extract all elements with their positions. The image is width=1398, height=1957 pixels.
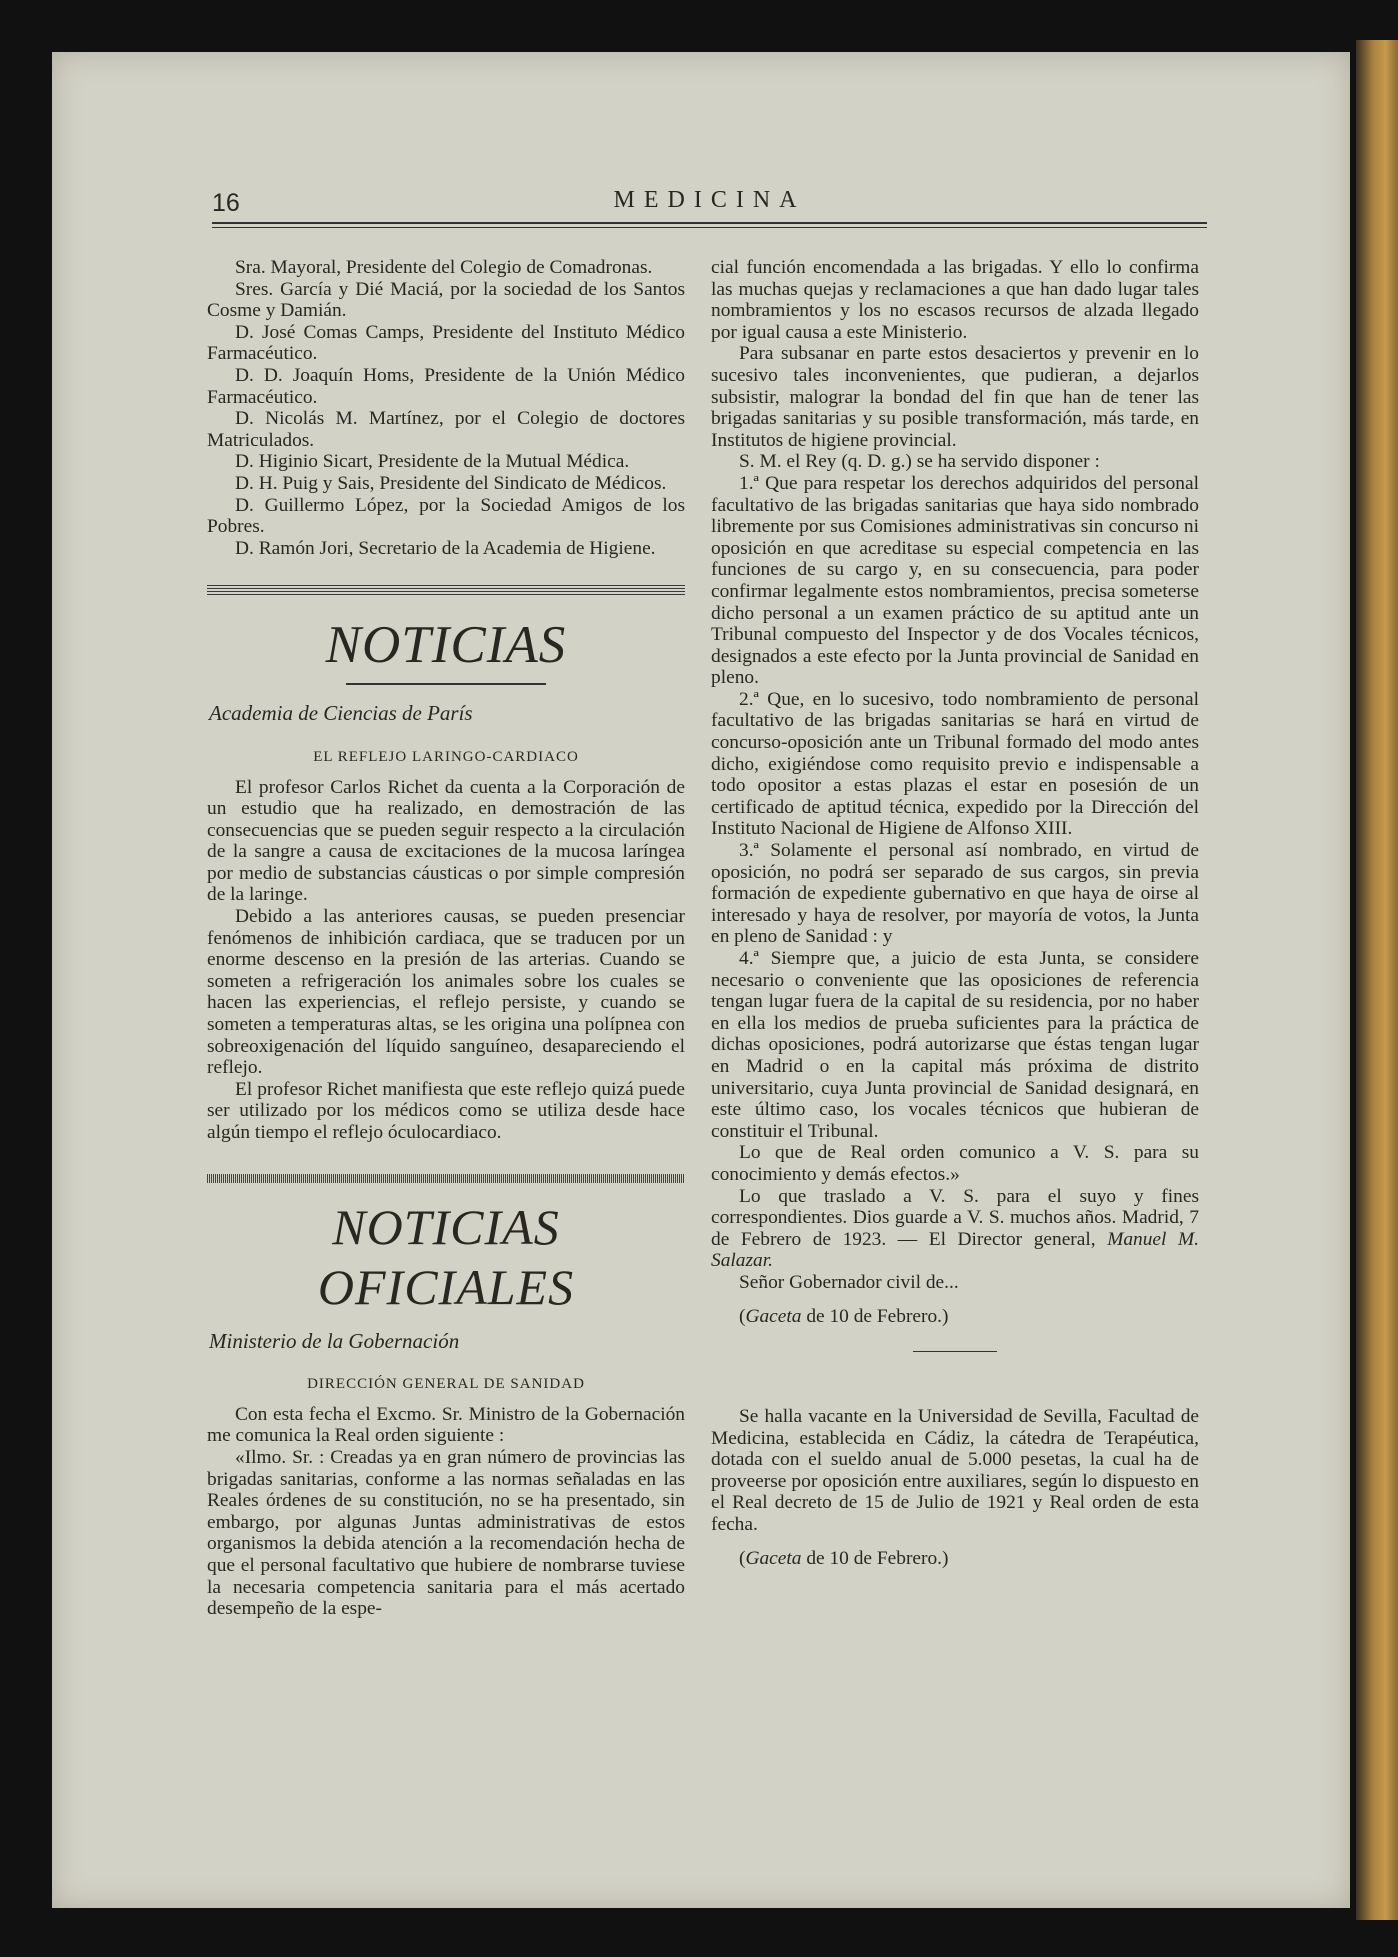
article-paragraph: Para subsanar en parte estos desaciertos y prevenir en lo sucesivo tales inconvenientes, que pudieran, a dejarlos subsistir, malograr la bondad del fin que han de tener las brigadas sanitarias y su posible transformación, más tarde, en Institutos de higiene provincial. xyxy=(711,343,1199,451)
attendee-entry: Sres. García y Dié Maciá, por la sociedad de los Santos Cosme y Damián. xyxy=(207,278,685,322)
closing-text: Lo que traslado a V. S. para el suyo y fines correspondientes. Dios guarde a V. S. muchos años. Madrid, 7 de Febrero de 1923. — El Director general, xyxy=(711,1185,1199,1250)
magazine-spine-edge xyxy=(1356,40,1398,1920)
subheading-academia: Academia de Ciencias de París xyxy=(209,701,473,726)
addressee: Señor Gobernador civil de... xyxy=(739,1271,959,1293)
article-paragraph: «Ilmo. Sr. : Creadas ya en gran número de provincias las brigadas sanitarias, conforme a las normas señaladas en las Reales órdenes de su constitución, no se ha presentado, sin embargo, por algunas Juntas administrativas de estos organismos la debida atención a la recomendación hecha de que el personal facultativo que hubiere de nombrarse tuviese la necesaria competencia sanitaria para el más acertado desempeño de la espe- xyxy=(207,1446,685,1620)
attendee-entry: D. Higinio Sicart, Presidente de la Mutual Médica. xyxy=(235,451,630,473)
header-rule xyxy=(212,222,1207,224)
title-underline xyxy=(346,683,546,685)
attendee-entry: D. H. Puig y Sais, Presidente del Sindicato de Médicos. xyxy=(235,472,667,494)
section-divider xyxy=(207,585,685,597)
attendee-entry: Sra. Mayoral, Presidente del Colegio de Comadronas. xyxy=(235,257,653,278)
subheading-ministerio: Ministerio de la Gobernación xyxy=(209,1328,460,1353)
article-paragraph: Debido a las anteriores causas, se pueden presenciar fenómenos de inhibición cardiaca, que se traducen por un enorme descenso en la presión de las arterias. Cuando se someten a refrigeración los animales sobre los cuales se hacen las experiencias, el reflejo persiste, y cuando se someten a temperaturas altas, se les origina una polípnea con sobreoxigenación del líquido sanguíneo, desapareciendo el reflejo. xyxy=(207,906,685,1079)
article-heading: DIRECCIÓN GENERAL DE SANIDAD xyxy=(307,1376,585,1393)
article-paragraph: 4.ª Siempre que, a juicio de esta Junta, se considere necesario o conveniente que las oposiciones de referencia tengan lugar fuera de la capital de su residencia, por no haber en ella los medios de prueba suficientes para la práctica de dichas oposiciones, podrá autorizarse que éstas tengan lugar en Madrid o en la capital más próxima de distrito universitario, cuya Junta provincial de Sanidad designará, en este último caso, los vocales técnicos que hubieran de constituir el Tribunal. xyxy=(711,948,1199,1142)
running-title: MEDICINA xyxy=(613,187,806,213)
gaceta-citation: (Gaceta de 10 de Febrero.) xyxy=(739,1547,949,1569)
gaceta-name: Gaceta xyxy=(745,1305,802,1327)
gaceta-name: Gaceta xyxy=(745,1547,802,1569)
attendee-entry: D. Ramón Jori, Secretario de la Academia de Higiene. xyxy=(235,537,656,559)
article-paragraph: cial función encomendada a las brigadas. Y ello lo confirma las muchas quejas y reclamaciones a que han dado lugar tales nombramientos y los no escasos recursos de alzada llegado por igual causa a este Ministerio. xyxy=(711,257,1199,343)
attendee-entry: D. José Comas Camps, Presidente del Instituto Médico Farmacéutico. xyxy=(207,321,685,365)
signature: Manuel M. Salazar. xyxy=(711,1228,1199,1272)
short-divider xyxy=(913,1351,997,1352)
vacancy-notice: Se halla vacante en la Universidad de Sevilla, Facultad de Medicina, establecida en Cádiz, la cátedra de Terapéutica, dotada con el sueldo anual de 5.000 pesetas, la cual ha de proveerse por oposición entre auxiliares, según lo dispuesto en el Real decreto de 15 de Julio de 1921 y Real orden de esta fecha. xyxy=(711,1406,1199,1536)
section-divider xyxy=(207,1174,685,1183)
article-paragraph: El profesor Carlos Richet da cuenta a la Corporación de un estudio que ha realizado, en demostración de las consecuencias que se pueden seguir respecto a la circulación de la sangre a causa de excitaciones de la mucosa laríngea por medio de substancias cáusticas o por simple compresión de la laringe. xyxy=(207,776,685,906)
gaceta-date: de 10 de Febrero.) xyxy=(801,1547,949,1569)
attendee-list xyxy=(207,257,685,559)
article-paragraph: Lo que de Real orden comunico a V. S. para su conocimiento y demás efectos.» xyxy=(711,1142,1199,1185)
article-paragraph: El profesor Richet manifiesta que este reflejo quizá puede ser utilizado por los médicos como se utiliza desde hace algún tiempo el reflejo óculocardiaco. xyxy=(207,1078,685,1143)
left-column xyxy=(207,257,685,1620)
article-paragraph xyxy=(711,1186,1199,1272)
attendee-entry: D. Guillermo López, por la Sociedad Amigos de los Pobres. xyxy=(207,494,685,538)
article-paragraph: Con esta fecha el Excmo. Sr. Ministro de la Gobernación me comunica la Real orden siguiente : xyxy=(207,1403,685,1447)
article-paragraph: 1.ª Que para respetar los derechos adquiridos del personal facultativo de las brigadas sanitarias que haya sido nombrado libremente por sus Comisiones administrativas sin concurso ni oposición en que acreditase su especial competencia en las funciones de su cargo y, en su consecuencia, para poder confirmar legalmente estos nombramientos, precisa someterse dicho personal a un examen práctico de su aptitud ante un Tribunal compuesto del Inspector y de dos Vocales técnicos, designados a este efecto por la Junta provincial de Sanidad en pleno. xyxy=(711,472,1199,689)
article-paragraph: 2.ª Que, en lo sucesivo, todo nombramiento de personal facultativo de las brigadas sanitarias se hará en virtud de concurso-oposición ante un Tribunal formado del modo antes dicho, exigiéndose como requisito previo e indispensable a todo opositor a estas plazas el estar en posesión de un certificado de aptitud técnica, expedido por la Dirección del Instituto Nacional de Higiene de Alfonso XIII. xyxy=(711,688,1199,840)
article-paragraph: 3.ª Solamente el personal así nombrado, en virtud de oposición, no podrá ser separado de sus cargos, sin previa formación de expediente gubernativo en que haya de oirse al interesado y haya de resolver, por mayoría de votos, la Junta en pleno de Sanidad : y xyxy=(711,840,1199,948)
page-number: 16 xyxy=(212,189,240,217)
right-column xyxy=(711,257,1199,1569)
attendee-entry: D. D. Joaquín Homs, Presidente de la Unión Médico Farmacéutico. xyxy=(207,364,685,408)
article-heading: EL REFLEJO LARINGO-CARDIACO xyxy=(313,748,579,765)
section-title-noticias: NOTICIAS xyxy=(325,616,567,675)
section-title-oficiales: NOTICIAS OFICIALES xyxy=(317,1198,575,1315)
article-paragraph: S. M. el Rey (q. D. g.) se ha servido disponer : xyxy=(739,451,1100,473)
header-rule-thin xyxy=(212,227,1207,228)
page-header xyxy=(212,185,1207,225)
gaceta-date: de 10 de Febrero.) xyxy=(801,1305,949,1327)
gaceta-citation: (Gaceta de 10 de Febrero.) xyxy=(739,1305,949,1327)
attendee-entry: D. Nicolás M. Martínez, por el Colegio de doctores Matriculados. xyxy=(207,408,685,451)
